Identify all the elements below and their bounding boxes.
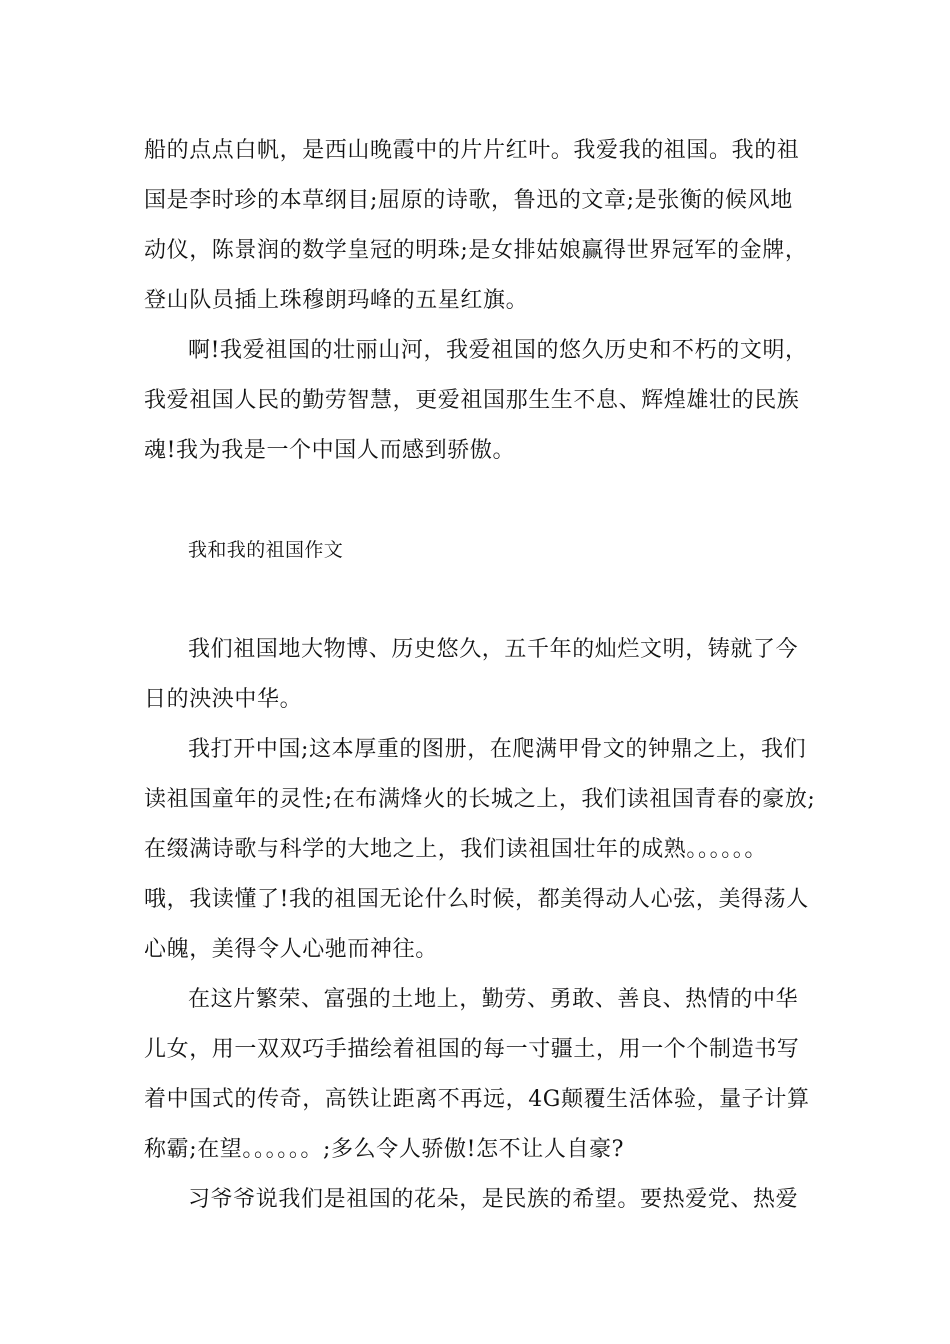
text-line: 哦，我读懂了!我的祖国无论什么时候，都美得动人心弦，美得荡人 [144,887,809,912]
text-line: 儿女，用一双双巧手描绘着祖国的每一寸疆土，用一个个制造书写 [144,1037,800,1062]
text-line: 魂!我为我是一个中国人而感到骄傲。 [144,438,516,463]
text-line: 着中国式的传奇，高铁让距离不再远，4G颠覆生活体验，量子计算 [144,1087,810,1112]
text-line: 登山队员插上珠穆朗玛峰的五星红旗。 [144,288,529,313]
text-line: 日的泱泱中华。 [144,687,303,712]
text-line: 在这片繁荣、富强的土地上，勤劳、勇敢、善良、热情的中华 [188,987,799,1012]
text-line: 称霸;在望。。。。。。;多么令人骄傲!怎不让人自豪? [144,1137,625,1162]
text-line: 动仪，陈景润的数学皇冠的明珠;是女排姑娘赢得世界冠军的金牌， [144,238,808,263]
text-line: 心魄，美得令人心驰而神往。 [144,937,438,962]
text-line: 国是李时珍的本草纲目;屈原的诗歌，鲁迅的文章;是张衡的候风地 [144,188,793,213]
text-line: 在缀满诗歌与科学的大地之上，我们读祖国壮年的成熟。。。。。。 [144,837,768,862]
text-line: 习爷爷说我们是祖国的花朵，是民族的希望。要热爱党、热爱 [188,1187,799,1212]
text-line: 我们祖国地大物博、历史悠久，五千年的灿烂文明，铸就了今 [188,637,799,662]
text-line: 我爱祖国人民的勤劳智慧，更爱祖国那生生不息、辉煌雄壮的民族 [144,388,800,413]
text-line: 啊!我爱祖国的壮丽山河，我爱祖国的悠久历史和不朽的文明， [188,338,808,363]
text-line: 我打开中国;这本厚重的图册，在爬满甲骨文的钟鼎之上，我们 [188,737,807,762]
text-line: 读祖国童年的灵性;在布满烽火的长城之上，我们读祖国青春的豪放; [144,787,816,812]
text-line: 船的点点白帆，是西山晚霞中的片片红叶。我爱我的祖国。我的祖 [144,138,800,163]
essay-heading: 我和我的祖国作文 [188,539,344,561]
